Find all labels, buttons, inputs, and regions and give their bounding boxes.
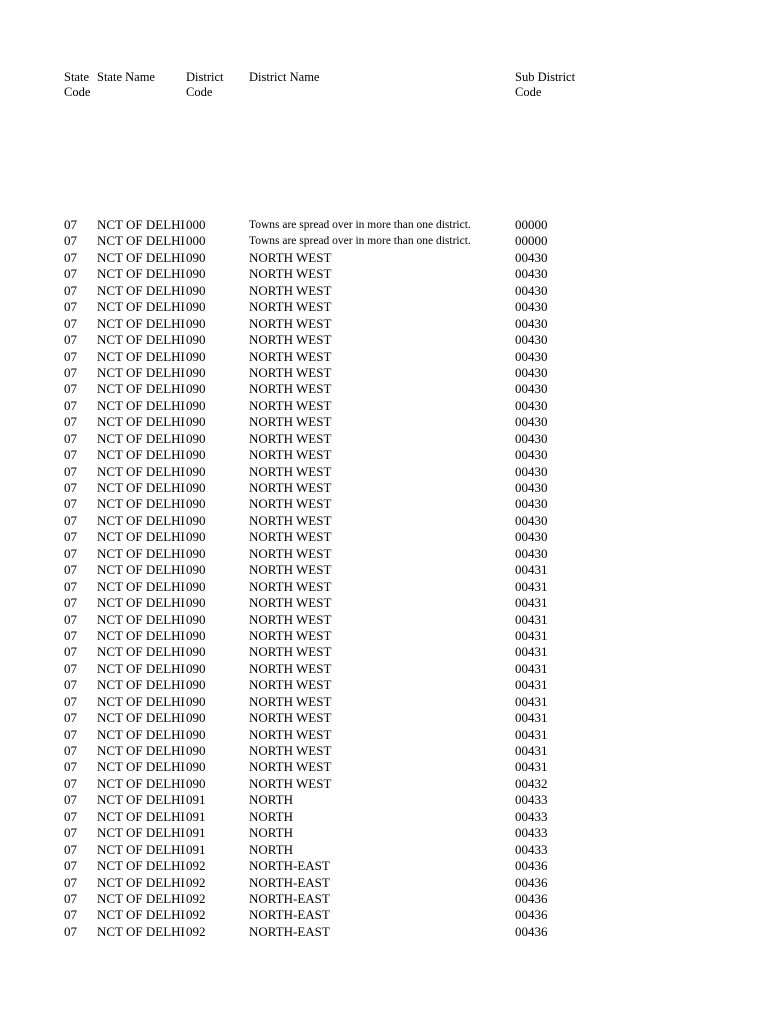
table-row <box>0 809 768 825</box>
cell-state-name: NCT OF DELHI <box>97 233 185 249</box>
cell-district-code: 090 <box>186 759 206 775</box>
cell-district-name: NORTH <box>249 825 293 841</box>
table-row <box>0 842 768 858</box>
cell-state-code: 07 <box>64 249 77 265</box>
cell-district-name: NORTH WEST <box>249 332 332 348</box>
table-row <box>0 464 768 480</box>
cell-state-name: NCT OF DELHI <box>97 282 185 298</box>
table-row <box>0 825 768 841</box>
cell-district-code: 090 <box>186 726 206 742</box>
cell-state-name: NCT OF DELHI <box>97 677 185 693</box>
cell-state-code: 07 <box>64 332 77 348</box>
cell-district-code: 090 <box>186 332 206 348</box>
cell-district-name: NORTH WEST <box>249 545 332 561</box>
table-row <box>0 612 768 628</box>
cell-state-code: 07 <box>64 923 77 939</box>
cell-state-name: NCT OF DELHI <box>97 217 185 232</box>
cell-district-code: 090 <box>186 677 206 693</box>
header-sub-district-code-line2: Code <box>515 84 542 99</box>
cell-district-code: 090 <box>186 595 206 611</box>
table-row <box>0 233 768 249</box>
cell-sub-district-code: 00430 <box>515 496 548 512</box>
header-district-name-line1: District Name <box>249 70 320 84</box>
cell-state-name: NCT OF DELHI <box>97 759 185 775</box>
cell-district-name: NORTH WEST <box>249 430 332 446</box>
cell-state-code: 07 <box>64 693 77 709</box>
table-row <box>0 217 768 233</box>
cell-district-code: 090 <box>186 496 206 512</box>
table-row <box>0 875 768 891</box>
cell-sub-district-code: 00431 <box>515 693 548 709</box>
cell-sub-district-code: 00432 <box>515 775 548 791</box>
cell-district-code: 090 <box>186 578 206 594</box>
cell-state-code: 07 <box>64 463 77 479</box>
cell-sub-district-code: 00430 <box>515 364 548 380</box>
cell-district-name: NORTH WEST <box>249 710 332 726</box>
cell-state-code: 07 <box>64 397 77 413</box>
header-district-code-line1: District <box>186 70 224 84</box>
cell-district-name: NORTH-EAST <box>249 858 330 874</box>
cell-district-code: 091 <box>186 825 206 841</box>
cell-state-name: NCT OF DELHI <box>97 463 185 479</box>
cell-state-name: NCT OF DELHI <box>97 611 185 627</box>
table-row <box>0 447 768 463</box>
cell-district-code: 092 <box>186 923 206 939</box>
cell-district-name: NORTH WEST <box>249 693 332 709</box>
table-row <box>0 644 768 660</box>
table-row <box>0 579 768 595</box>
table-row <box>0 562 768 578</box>
cell-state-code: 07 <box>64 480 77 495</box>
cell-state-code: 07 <box>64 611 77 627</box>
cell-district-code: 090 <box>186 315 206 331</box>
cell-sub-district-code: 00431 <box>515 562 548 578</box>
cell-sub-district-code: 00430 <box>515 447 548 463</box>
table-row <box>0 759 768 775</box>
cell-state-name: NCT OF DELHI <box>97 726 185 742</box>
cell-district-code: 090 <box>186 693 206 709</box>
cell-state-name: NCT OF DELHI <box>97 447 185 463</box>
cell-state-code: 07 <box>64 743 77 758</box>
cell-state-code: 07 <box>64 759 77 775</box>
cell-state-name: NCT OF DELHI <box>97 874 185 890</box>
cell-district-code: 090 <box>186 775 206 791</box>
cell-sub-district-code: 00000 <box>515 233 548 249</box>
cell-state-name: NCT OF DELHI <box>97 562 185 578</box>
cell-district-name: NORTH WEST <box>249 512 332 528</box>
cell-state-code: 07 <box>64 874 77 890</box>
cell-state-name: NCT OF DELHI <box>97 627 185 643</box>
cell-sub-district-code: 00430 <box>515 512 548 528</box>
cell-state-name: NCT OF DELHI <box>97 792 185 808</box>
cell-state-code: 07 <box>64 644 77 660</box>
cell-sub-district-code: 00430 <box>515 529 548 545</box>
cell-state-code: 07 <box>64 825 77 841</box>
cell-district-code: 092 <box>186 890 206 906</box>
cell-district-name: NORTH <box>249 841 293 857</box>
cell-district-name: NORTH WEST <box>249 266 332 282</box>
table-row <box>0 266 768 282</box>
cell-state-code: 07 <box>64 266 77 282</box>
cell-state-code: 07 <box>64 447 77 463</box>
cell-sub-district-code: 00431 <box>515 660 548 676</box>
cell-district-code: 092 <box>186 874 206 890</box>
table-row <box>0 727 768 743</box>
cell-sub-district-code: 00430 <box>515 545 548 561</box>
table-row <box>0 316 768 332</box>
cell-state-name: NCT OF DELHI <box>97 512 185 528</box>
table-row <box>0 513 768 529</box>
cell-sub-district-code: 00430 <box>515 282 548 298</box>
table-row <box>0 694 768 710</box>
cell-state-code: 07 <box>64 233 77 249</box>
cell-district-code: 090 <box>186 397 206 413</box>
cell-state-name: NCT OF DELHI <box>97 430 185 446</box>
cell-state-name: NCT OF DELHI <box>97 315 185 331</box>
cell-state-name: NCT OF DELHI <box>97 578 185 594</box>
cell-state-code: 07 <box>64 512 77 528</box>
header-district-name <box>249 70 319 85</box>
cell-sub-district-code: 00436 <box>515 907 548 923</box>
cell-district-name: NORTH WEST <box>249 611 332 627</box>
cell-sub-district-code: 00431 <box>515 743 548 758</box>
cell-district-name: NORTH WEST <box>249 627 332 643</box>
cell-state-code: 07 <box>64 726 77 742</box>
table-row <box>0 891 768 907</box>
cell-state-name: NCT OF DELHI <box>97 266 185 282</box>
cell-district-name: NORTH WEST <box>249 775 332 791</box>
cell-district-code: 090 <box>186 249 206 265</box>
cell-sub-district-code: 00430 <box>515 299 548 315</box>
cell-state-name: NCT OF DELHI <box>97 529 185 545</box>
header-state-code-line1: State <box>64 70 89 84</box>
cell-state-name: NCT OF DELHI <box>97 858 185 874</box>
cell-state-code: 07 <box>64 381 77 397</box>
cell-district-code: 090 <box>186 282 206 298</box>
cell-district-name: NORTH WEST <box>249 348 332 364</box>
cell-sub-district-code: 00436 <box>515 890 548 906</box>
table-row <box>0 349 768 365</box>
cell-district-name: NORTH-EAST <box>249 890 330 906</box>
cell-state-name: NCT OF DELHI <box>97 364 185 380</box>
cell-sub-district-code: 00431 <box>515 595 548 611</box>
header-state-name-line1: State Name <box>97 70 155 84</box>
cell-sub-district-code: 00431 <box>515 677 548 693</box>
cell-district-code: 090 <box>186 480 206 495</box>
cell-district-code: 000 <box>186 217 206 232</box>
cell-state-name: NCT OF DELHI <box>97 414 185 430</box>
data-table-body <box>0 217 768 940</box>
cell-state-name: NCT OF DELHI <box>97 923 185 939</box>
cell-district-code: 090 <box>186 299 206 315</box>
cell-state-code: 07 <box>64 710 77 726</box>
cell-district-name: NORTH WEST <box>249 726 332 742</box>
cell-district-name: NORTH WEST <box>249 595 332 611</box>
cell-sub-district-code: 00431 <box>515 710 548 726</box>
cell-sub-district-code: 00436 <box>515 858 548 874</box>
table-row <box>0 250 768 266</box>
cell-state-code: 07 <box>64 578 77 594</box>
cell-district-code: 090 <box>186 266 206 282</box>
cell-district-name: NORTH WEST <box>249 660 332 676</box>
cell-district-code: 091 <box>186 841 206 857</box>
cell-sub-district-code: 00436 <box>515 874 548 890</box>
cell-district-code: 091 <box>186 792 206 808</box>
cell-sub-district-code: 00431 <box>515 644 548 660</box>
cell-district-code: 090 <box>186 562 206 578</box>
cell-state-code: 07 <box>64 529 77 545</box>
cell-district-code: 090 <box>186 743 206 758</box>
cell-state-code: 07 <box>64 841 77 857</box>
cell-state-code: 07 <box>64 299 77 315</box>
cell-state-code: 07 <box>64 545 77 561</box>
table-row <box>0 743 768 759</box>
cell-state-code: 07 <box>64 430 77 446</box>
table-row <box>0 480 768 496</box>
cell-district-code: 090 <box>186 660 206 676</box>
cell-sub-district-code: 00431 <box>515 578 548 594</box>
cell-state-name: NCT OF DELHI <box>97 480 185 495</box>
cell-state-name: NCT OF DELHI <box>97 348 185 364</box>
cell-district-name: NORTH-EAST <box>249 923 330 939</box>
cell-district-name: NORTH <box>249 792 293 808</box>
cell-district-name: NORTH WEST <box>249 578 332 594</box>
cell-state-name: NCT OF DELHI <box>97 743 185 758</box>
cell-sub-district-code: 00430 <box>515 381 548 397</box>
cell-district-name: NORTH WEST <box>249 315 332 331</box>
header-state-name <box>97 70 155 85</box>
cell-district-code: 090 <box>186 627 206 643</box>
table-row <box>0 924 768 940</box>
cell-sub-district-code: 00431 <box>515 759 548 775</box>
table-row <box>0 414 768 430</box>
cell-district-name: NORTH WEST <box>249 364 332 380</box>
cell-state-name: NCT OF DELHI <box>97 808 185 824</box>
cell-state-name: NCT OF DELHI <box>97 660 185 676</box>
cell-sub-district-code: 00433 <box>515 841 548 857</box>
cell-sub-district-code: 00430 <box>515 315 548 331</box>
cell-district-name: NORTH WEST <box>249 759 332 775</box>
cell-district-code: 090 <box>186 710 206 726</box>
cell-sub-district-code: 00000 <box>515 217 548 232</box>
header-state-code <box>64 70 90 99</box>
cell-district-code: 090 <box>186 463 206 479</box>
cell-state-code: 07 <box>64 660 77 676</box>
cell-state-code: 07 <box>64 595 77 611</box>
cell-district-code: 090 <box>186 381 206 397</box>
cell-state-code: 07 <box>64 775 77 791</box>
header-sub-district-code <box>515 70 575 99</box>
cell-state-name: NCT OF DELHI <box>97 595 185 611</box>
cell-state-code: 07 <box>64 677 77 693</box>
cell-state-name: NCT OF DELHI <box>97 381 185 397</box>
cell-state-code: 07 <box>64 414 77 430</box>
cell-state-name: NCT OF DELHI <box>97 332 185 348</box>
cell-state-name: NCT OF DELHI <box>97 825 185 841</box>
cell-sub-district-code: 00430 <box>515 249 548 265</box>
cell-district-name: NORTH WEST <box>249 463 332 479</box>
cell-state-name: NCT OF DELHI <box>97 249 185 265</box>
cell-district-code: 090 <box>186 430 206 446</box>
cell-state-name: NCT OF DELHI <box>97 545 185 561</box>
cell-state-name: NCT OF DELHI <box>97 496 185 512</box>
table-row <box>0 283 768 299</box>
table-row <box>0 546 768 562</box>
cell-sub-district-code: 00430 <box>515 430 548 446</box>
cell-sub-district-code: 00430 <box>515 480 548 495</box>
cell-district-name: NORTH <box>249 808 293 824</box>
cell-district-code: 090 <box>186 364 206 380</box>
cell-district-name: NORTH WEST <box>249 529 332 545</box>
cell-sub-district-code: 00431 <box>515 611 548 627</box>
cell-state-code: 07 <box>64 627 77 643</box>
cell-district-code: 092 <box>186 858 206 874</box>
cell-district-name: NORTH WEST <box>249 381 332 397</box>
cell-sub-district-code: 00430 <box>515 463 548 479</box>
header-district-code-line2: Code <box>186 84 213 99</box>
table-row <box>0 398 768 414</box>
cell-district-name: NORTH WEST <box>249 644 332 660</box>
cell-state-code: 07 <box>64 792 77 808</box>
cell-district-code: 090 <box>186 545 206 561</box>
table-row <box>0 677 768 693</box>
table-row <box>0 661 768 677</box>
cell-state-code: 07 <box>64 282 77 298</box>
cell-state-code: 07 <box>64 496 77 512</box>
cell-sub-district-code: 00430 <box>515 414 548 430</box>
cell-state-code: 07 <box>64 217 77 232</box>
cell-district-name: NORTH-EAST <box>249 907 330 923</box>
cell-state-name: NCT OF DELHI <box>97 907 185 923</box>
cell-sub-district-code: 00430 <box>515 332 548 348</box>
cell-district-code: 090 <box>186 348 206 364</box>
cell-state-name: NCT OF DELHI <box>97 710 185 726</box>
table-row <box>0 710 768 726</box>
table-row <box>0 858 768 874</box>
cell-state-code: 07 <box>64 858 77 874</box>
header-district-code <box>186 70 224 99</box>
cell-state-code: 07 <box>64 315 77 331</box>
cell-district-name: NORTH WEST <box>249 447 332 463</box>
cell-district-code: 090 <box>186 529 206 545</box>
cell-state-name: NCT OF DELHI <box>97 693 185 709</box>
cell-state-name: NCT OF DELHI <box>97 775 185 791</box>
header-sub-district-code-line1: Sub District <box>515 70 576 84</box>
cell-sub-district-code: 00431 <box>515 726 548 742</box>
cell-district-code: 090 <box>186 447 206 463</box>
cell-district-name: NORTH WEST <box>249 496 332 512</box>
cell-state-code: 07 <box>64 907 77 923</box>
table-row <box>0 299 768 315</box>
table-row <box>0 595 768 611</box>
cell-district-name: NORTH WEST <box>249 562 332 578</box>
cell-state-code: 07 <box>64 562 77 578</box>
cell-district-code: 090 <box>186 512 206 528</box>
table-row <box>0 907 768 923</box>
table-row <box>0 365 768 381</box>
cell-state-code: 07 <box>64 808 77 824</box>
cell-district-name: NORTH WEST <box>249 397 332 413</box>
cell-sub-district-code: 00430 <box>515 348 548 364</box>
cell-sub-district-code: 00433 <box>515 792 548 808</box>
cell-district-code: 091 <box>186 808 206 824</box>
cell-state-code: 07 <box>64 348 77 364</box>
table-row <box>0 529 768 545</box>
cell-district-code: 000 <box>186 233 206 249</box>
cell-sub-district-code: 00431 <box>515 627 548 643</box>
cell-sub-district-code: 00436 <box>515 923 548 939</box>
cell-district-code: 090 <box>186 644 206 660</box>
cell-state-name: NCT OF DELHI <box>97 299 185 315</box>
cell-state-code: 07 <box>64 890 77 906</box>
cell-district-name: Towns are spread over in more than one district. <box>249 219 471 231</box>
cell-sub-district-code: 00433 <box>515 825 548 841</box>
cell-district-name: Towns are spread over in more than one district. <box>249 235 471 248</box>
cell-state-name: NCT OF DELHI <box>97 397 185 413</box>
cell-state-name: NCT OF DELHI <box>97 644 185 660</box>
cell-state-code: 07 <box>64 364 77 380</box>
cell-sub-district-code: 00430 <box>515 397 548 413</box>
header-state-code-line2: Code <box>64 84 91 99</box>
cell-sub-district-code: 00430 <box>515 266 548 282</box>
table-row <box>0 792 768 808</box>
cell-state-name: NCT OF DELHI <box>97 841 185 857</box>
cell-district-name: NORTH WEST <box>249 282 332 298</box>
table-row <box>0 776 768 792</box>
cell-district-name: NORTH WEST <box>249 743 332 758</box>
cell-district-name: NORTH WEST <box>249 249 332 265</box>
cell-sub-district-code: 00433 <box>515 808 548 824</box>
cell-district-name: NORTH-EAST <box>249 874 330 890</box>
table-row <box>0 381 768 397</box>
cell-district-name: NORTH WEST <box>249 480 332 495</box>
cell-district-name: NORTH WEST <box>249 299 332 315</box>
cell-district-code: 092 <box>186 907 206 923</box>
cell-district-name: NORTH WEST <box>249 414 332 430</box>
table-row <box>0 496 768 512</box>
cell-district-name: NORTH WEST <box>249 677 332 693</box>
cell-district-code: 090 <box>186 611 206 627</box>
table-row <box>0 332 768 348</box>
cell-district-code: 090 <box>186 414 206 430</box>
cell-state-name: NCT OF DELHI <box>97 890 185 906</box>
table-row <box>0 628 768 644</box>
table-row <box>0 431 768 447</box>
